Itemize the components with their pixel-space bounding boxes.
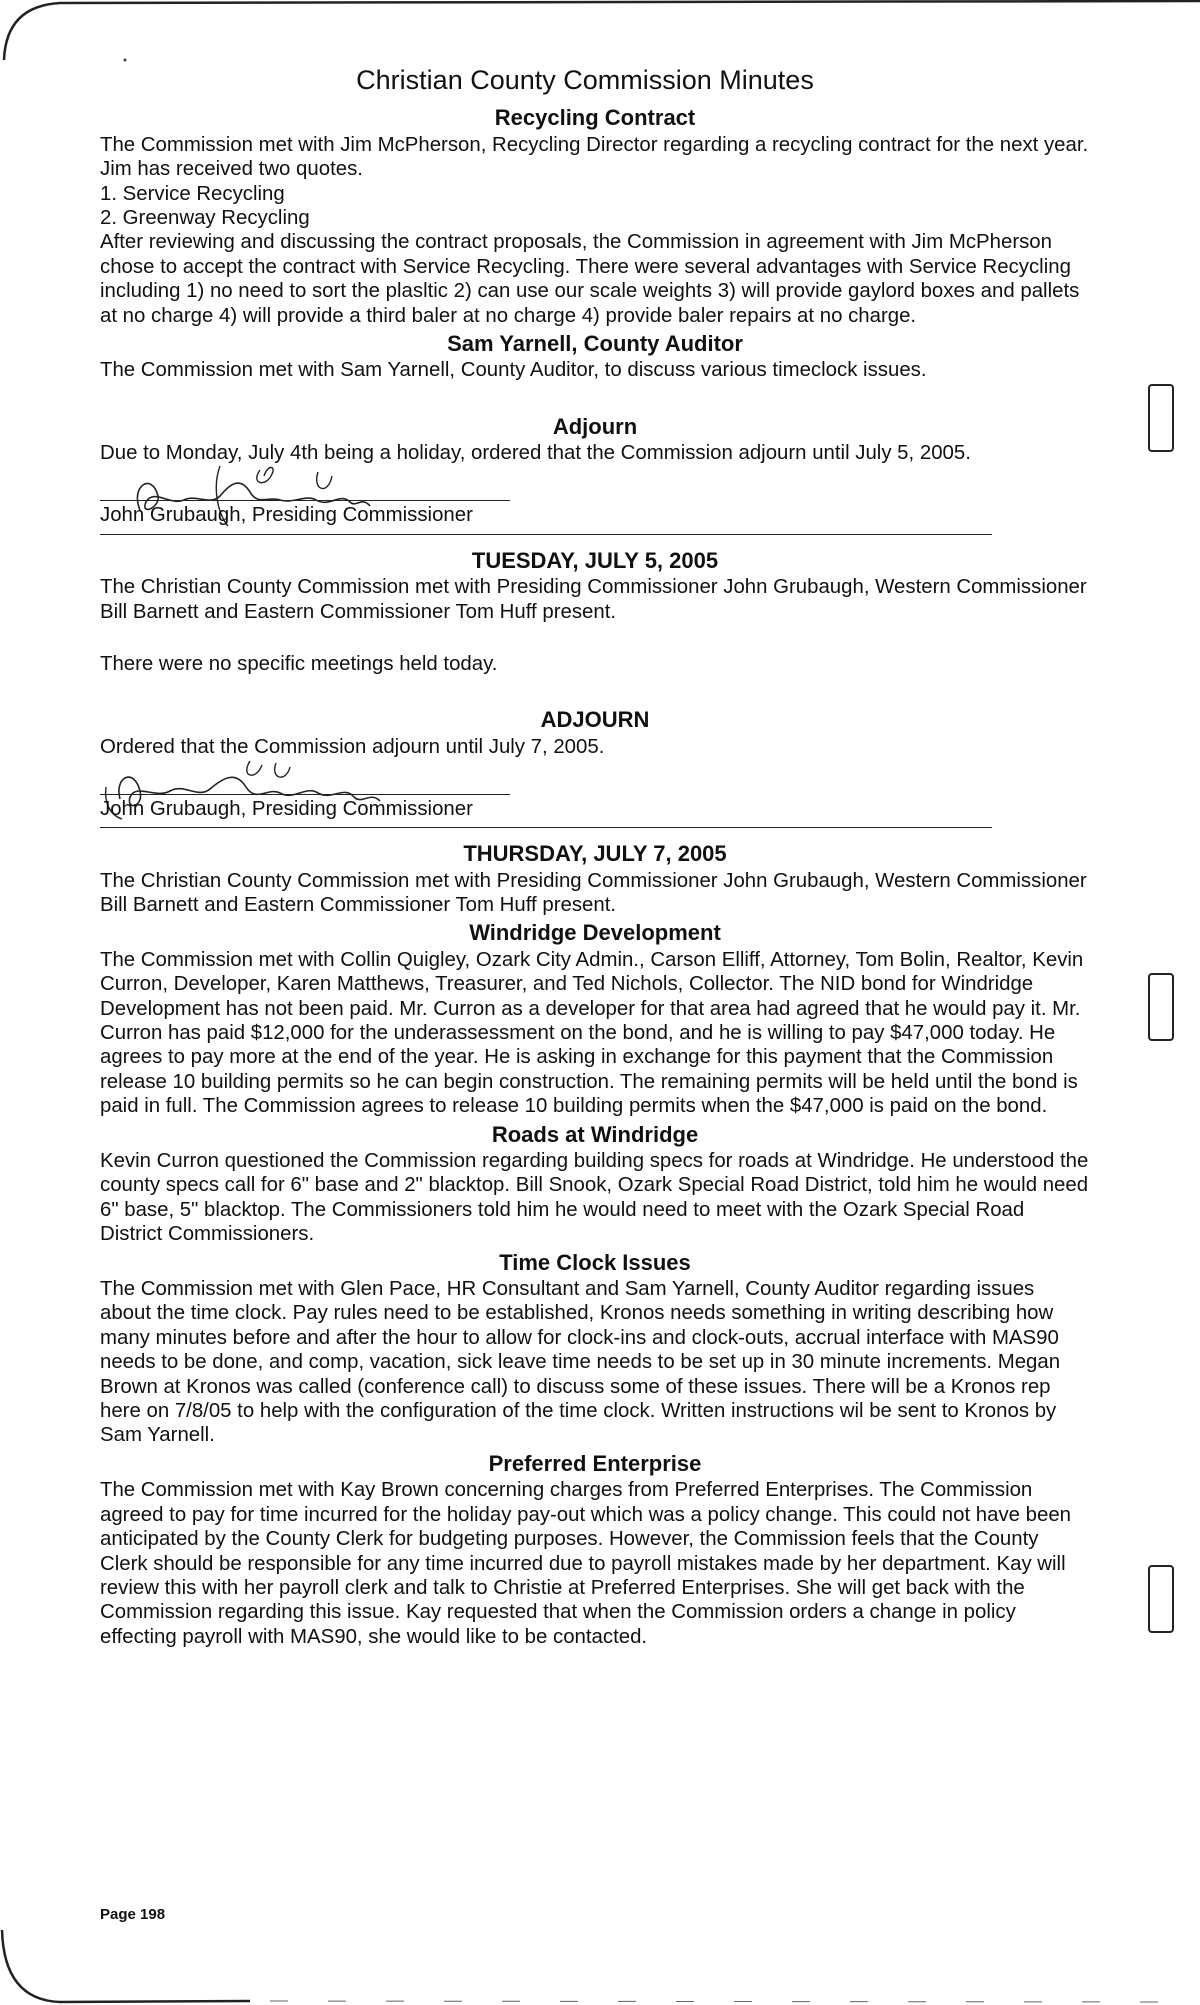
section-body: Ordered that the Commission adjourn until July 7, 2005. [100,735,605,758]
divider [100,534,992,535]
section-recycling-contract [100,106,1090,328]
section-heading: Adjourn [552,413,638,439]
section-thursday-july-7 [100,842,1090,917]
section-body: The Commission met with Kay Brown concerning charges from Preferred Enterprises. The Commission agreed to pay for time incurred for the holiday pay-out which was a policy change. This could not have been anticipated by the County Clerk for budgeting purposes. However, the Commission feels that the County Clerk should be responsible for any time incurred due to payroll mistakes made by her department. Kay will review this with her payroll clerk and talk to Christie at Preferred Enterprises. She will get back with the Commission regarding this issue. Kay requested that when the Commission orders a change in policy effecting payroll with MAS90, she would like to be contacted. [100,1479,1072,1648]
binder-punch-hole-top [1148,384,1174,452]
meeting-note: There were no specific meetings held today. [100,652,498,675]
section-body: After reviewing and discussing the contract proposals, the Commission in agreement with Jim McPherson chose to accept the contract with Service Recycling. There were several advantages with Service Recycling including 1) no need to sort the plasltic 2) can use our scale weights 3) will provide gaylord boxes and pallets at no charge 4) will provide a third baler at no charge 4) provide baler repairs at no charge. [100,231,1080,327]
section-heading: Sam Yarnell, County Auditor [447,331,743,357]
section-roads-at-windridge [100,1123,1090,1247]
signature-block [100,759,540,821]
section-preferred-enterprise [100,1452,1090,1649]
section-body: The Commission met with Sam Yarnell, County Auditor, to discuss various timeclock issues. [100,359,927,382]
section-body: The Commission met with Collin Quigley, Ozark City Admin., Carson Elliff, Attorney, Tom Bolin, Realtor, Kevin Curron, Developer, Karen Matthews, Treasurer, and Ted Nichols, Collector. The NID bond for Windridge Development has not been paid. Mr. Curron as a developer for that area had agreed that he would pay it. Mr. Curron has paid $12,000 for the underassessment on the bond, and he is willing to pay $47,000 today. He agrees to pay more at the end of the year. He is asking in exchange for this payment that the Commission release 10 building permits so he can begin construction. The remaining permits will be held until the bond is paid in full. The Commission agrees to release 10 building permits when the $47,000 is paid on the bond. [100,948,1084,1118]
section-tuesday-july-5 [100,549,1090,677]
section-time-clock-issues [100,1251,1090,1448]
section-heading: Windridge Development [469,920,721,946]
section-heading: Recycling Contract [494,105,696,131]
section-heading: ADJOURN [540,707,650,733]
section-adjourn-july-4 [100,415,1090,535]
minutes-body [100,65,1090,1649]
attendance: The Christian County Commission met with Presiding Commissioner John Grubaugh, Western Commissioner Bill Barnett and Eastern Commissioner Tom Huff present. [100,576,1087,623]
binder-punch-hole-bottom [1148,1565,1174,1633]
section-heading: Time Clock Issues [499,1249,691,1275]
section-windridge-development [100,921,1090,1118]
list-item: 2. Greenway Recycling [100,207,310,230]
signature-block [100,466,540,528]
section-heading: Preferred Enterprise [488,1450,702,1476]
signature-name: John Grubaugh, Presiding Commissioner [100,500,510,527]
section-body: The Commission met with Glen Pace, HR Consultant and Sam Yarnell, County Auditor regarding issues about the time clock. Pay rules need to be established, Kronos needs something in writing describing how many minutes before and after the hour to allow for clock-ins and clock-outs, accrual interface with MAS90 needs to be done, and comp, vacation, sick leave time needs to be set up in 30 minute increments. Megan Brown at Kronos was called (conference call) to discuss some of these issues. There will be a Kronos rep here on 7/8/05 to help with the configuration of the time clock. Written instructions wil be sent to Kronos by Sam Yarnell. [100,1278,1061,1447]
document-title: Christian County Commission Minutes [356,65,814,95]
section-adjourn-july-5 [100,708,1090,828]
date-heading: THURSDAY, JULY 7, 2005 [463,841,727,867]
page-number: Page 198 [100,1906,166,1923]
section-body: Kevin Curron questioned the Commission regarding building specs for roads at Windridge. He understood the county specs call for 6" base and 2" blacktop. Bill Snook, Ozark Special Road District, told him he would need 6" base, 5" blacktop. The Commissioners told him he would need to meet with the Ozark Special Road District Commissioners. [100,1150,1089,1246]
binder-punch-hole-middle [1148,973,1174,1041]
date-heading: TUESDAY, JULY 5, 2005 [471,547,719,573]
attendance: The Christian County Commission met with Presiding Commissioner John Grubaugh, Western Commissioner Bill Barnett and Eastern Commissioner Tom Huff present. [100,869,1087,916]
signature-name: John Grubaugh, Presiding Commissioner [100,794,510,821]
section-body: Due to Monday, July 4th being a holiday, ordered that the Commission adjourn until July 5, 2005. [100,442,971,465]
section-heading: Roads at Windridge [491,1121,699,1147]
divider [100,827,992,828]
list-item: 1. Service Recycling [100,182,285,205]
section-intro: The Commission met with Jim McPherson, Recycling Director regarding a recycling contract for the next year. Jim has received two quotes. [100,133,1089,181]
section-county-auditor [100,332,1090,383]
